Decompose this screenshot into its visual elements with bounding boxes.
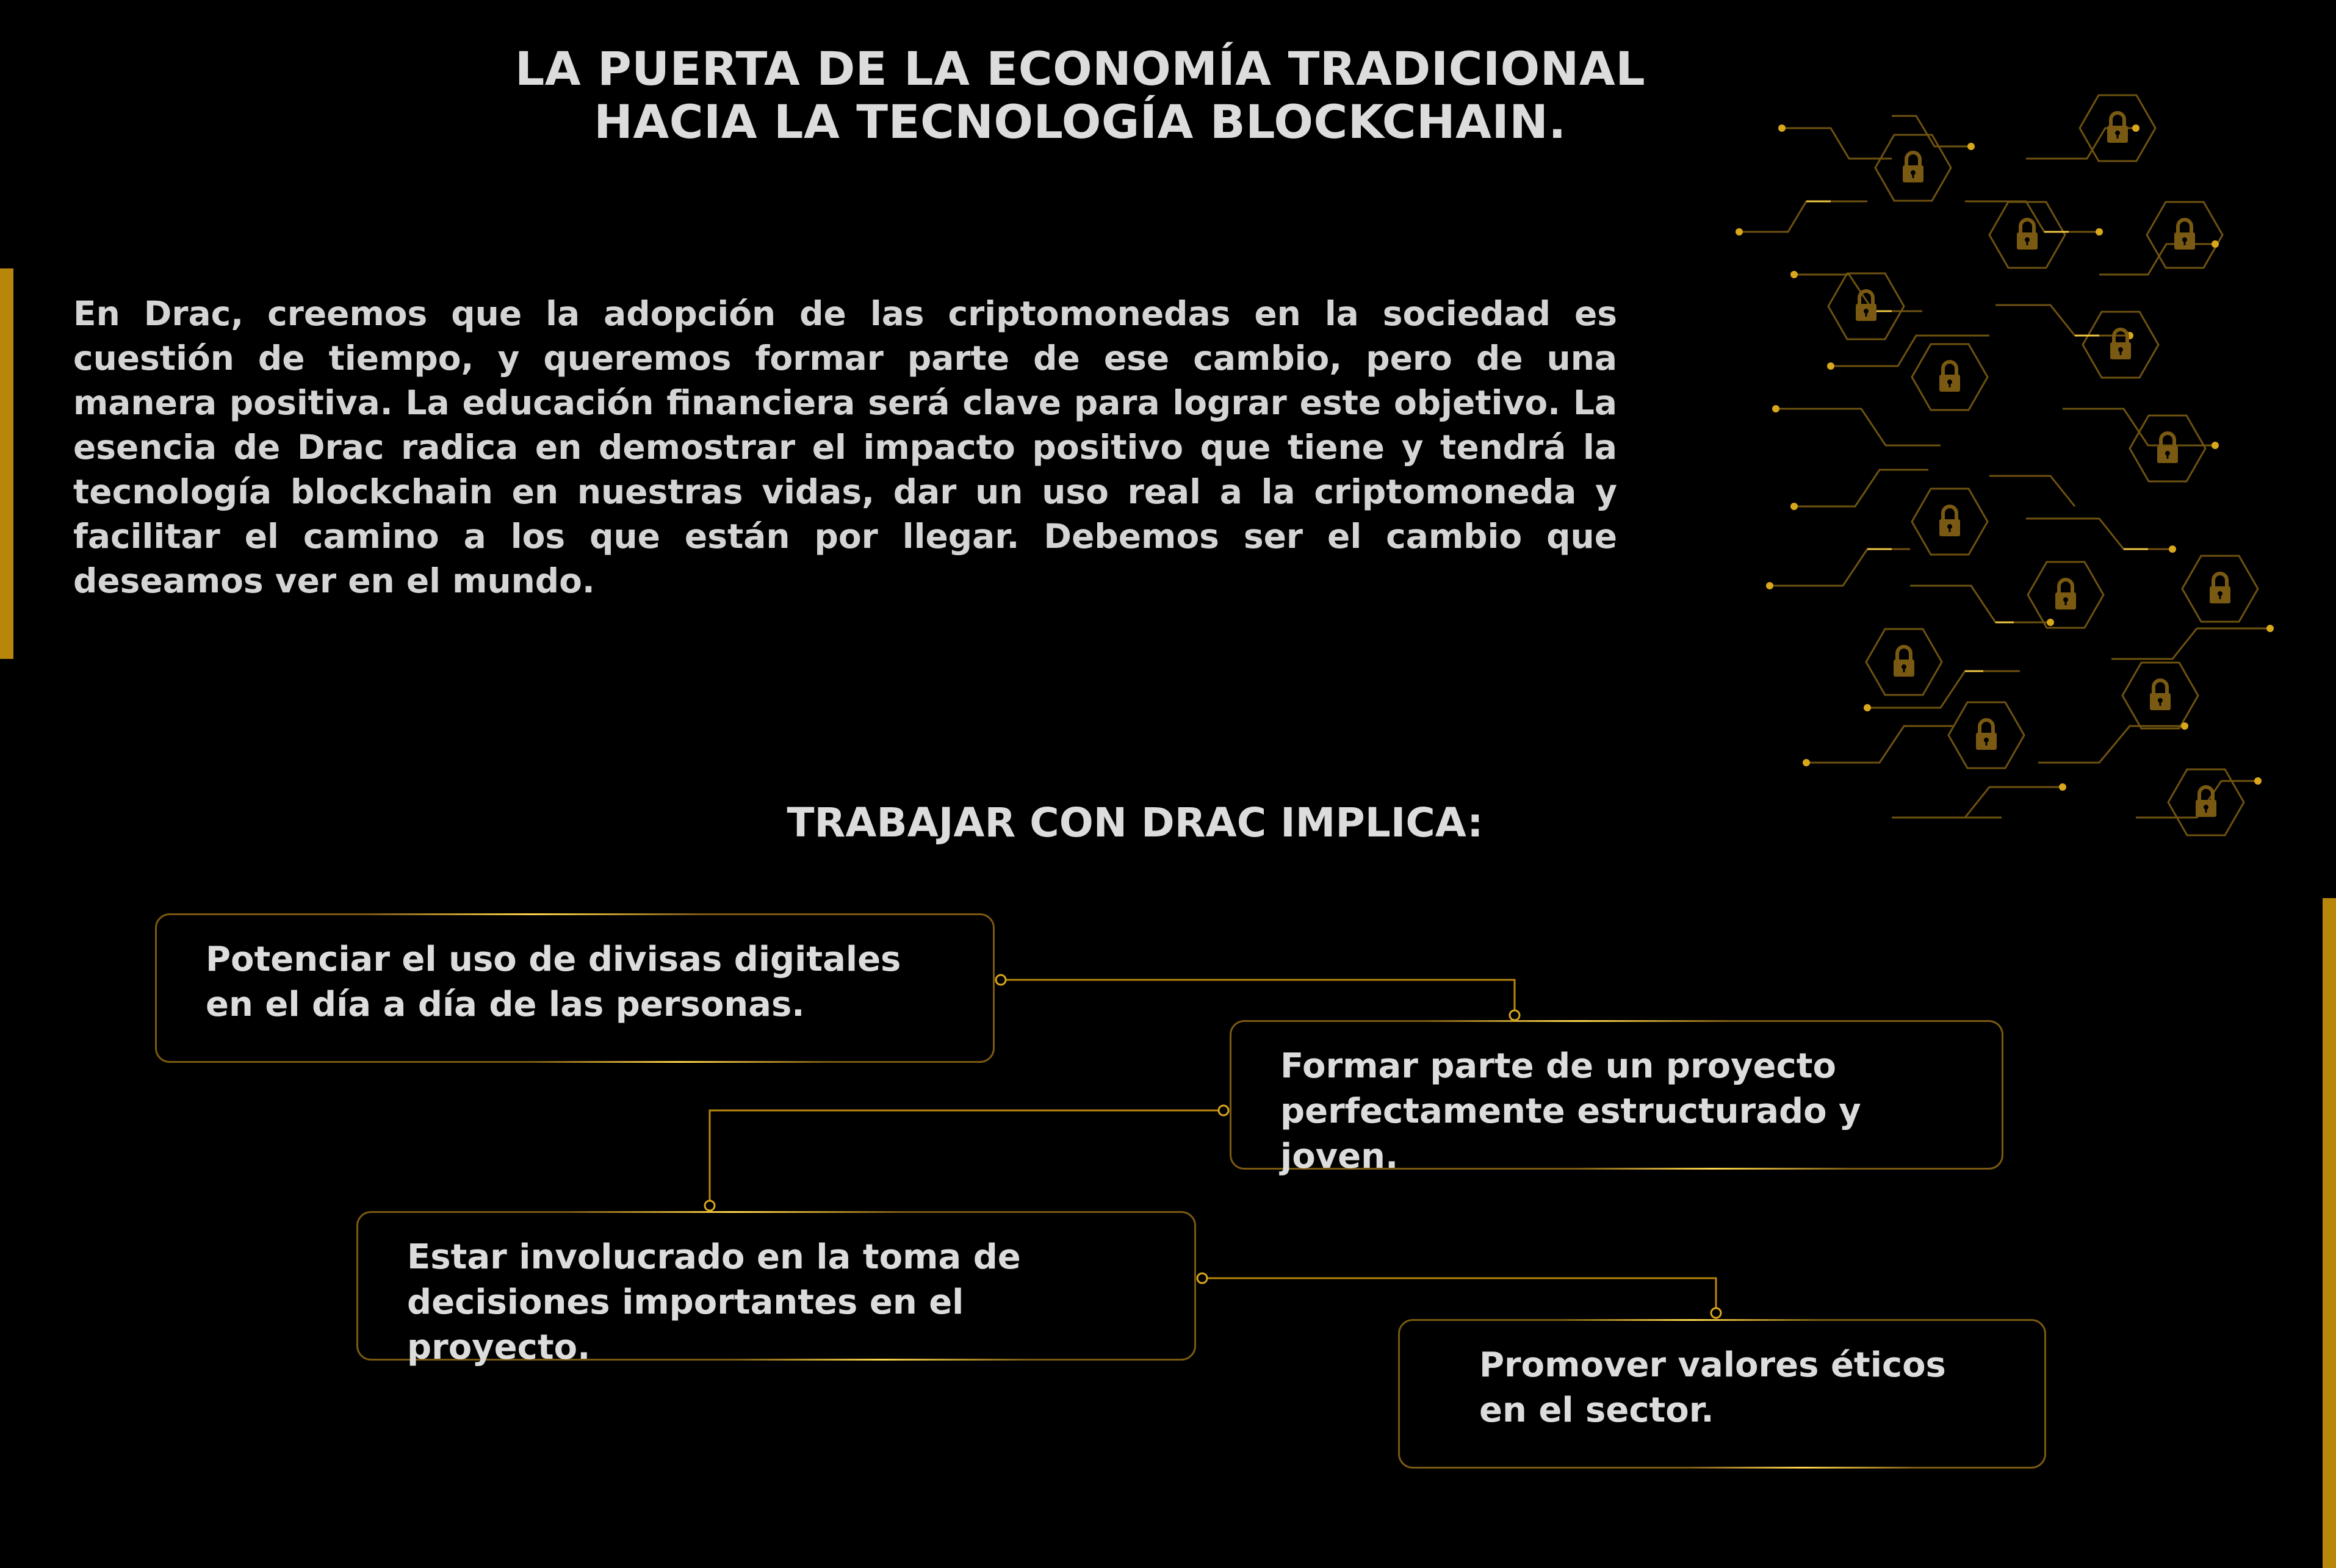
benefit-card-4-line-2: en el sector. [1479,1390,1714,1430]
title-line-2: HACIA LA TECNOLOGÍA BLOCKCHAIN. [594,94,1566,149]
blockchain-circuit-illustration [1709,79,2288,854]
intro-paragraph: En Drac, creemos que la adopción de las criptomonedas en la sociedad es cuestión de tiempo, y queremos formar parte de ese cambio, pero de una manera positiva. La educación financiera será clave para lograr este objetivo. La esencia de Drac radica en demostrar el impacto positivo que tiene y tendrá la tecnología blockchain en nuestras vidas, dar un uso real a la criptomoneda y facilitar el camino a los que están por llegar. Debemos ser el cambio que deseamos ver en el mundo. [73,294,1617,600]
right-accent-bar [2323,898,2336,1568]
title-line-1: LA PUERTA DE LA ECONOMÍA TRADICIONAL [514,41,1646,96]
benefit-card-4 [1398,1319,2046,1469]
benefit-card-3-line-2: decisiones importantes en el proyecto. [407,1282,964,1367]
benefit-card-2-line-2: perfectamente estructurado y joven. [1280,1091,1861,1176]
benefit-card-3 [356,1211,1196,1367]
page-title [305,43,1855,148]
left-accent-bar [0,268,13,659]
benefit-card-3-line-1: Estar involucrado en la toma de [407,1237,1021,1277]
benefit-card-1-line-1: Potenciar el uso de divisas digitales [206,940,901,979]
benefit-card-1 [155,913,995,1063]
benefit-card-2 [1230,1020,2003,1176]
benefit-card-2-line-1: Formar parte de un proyecto [1280,1046,1836,1086]
benefit-card-1-line-2: en el día a día de las personas. [206,985,805,1024]
benefit-card-4-line-1: Promover valores éticos [1479,1345,1946,1385]
section-heading: TRABAJAR CON DRAC IMPLICA: [787,799,1483,846]
